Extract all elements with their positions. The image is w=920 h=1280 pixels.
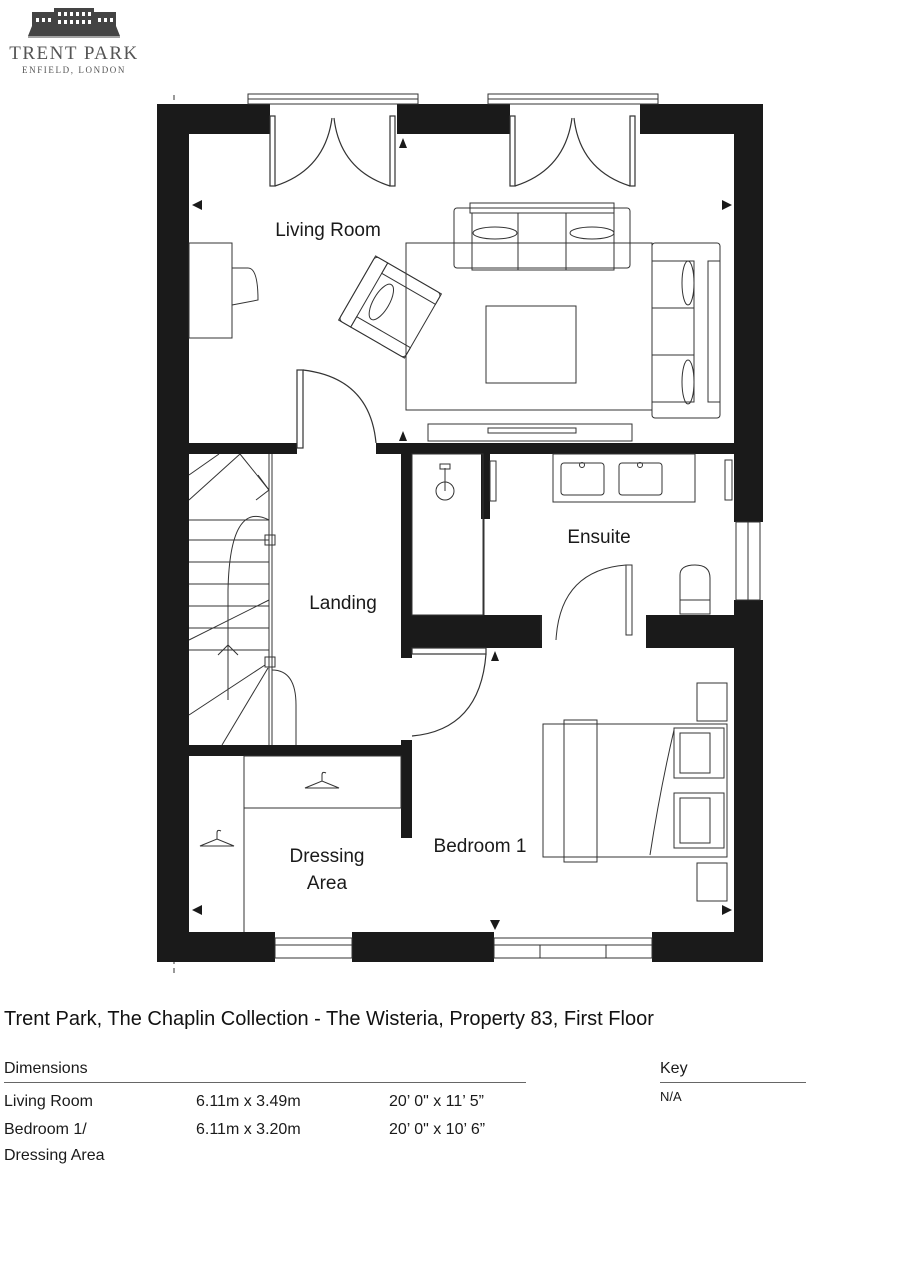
bedroom-door: [412, 648, 486, 736]
marker-arrow: [399, 138, 407, 148]
dressing-wardrobes: [200, 756, 401, 932]
landing-label: Landing: [309, 593, 377, 614]
key-panel: [660, 1060, 806, 1104]
dressing-area-label-line2: Area: [306, 873, 348, 894]
top-windows: [248, 94, 658, 104]
dimension-imperial: 20’ 0" x 10’ 6”: [389, 1121, 486, 1138]
ensuite-label: Ensuite: [567, 527, 631, 548]
living-door: [297, 370, 376, 448]
brand-name: TRENT PARK: [9, 43, 139, 64]
bedroom-label: Bedroom 1: [433, 836, 527, 857]
dimensions-table: [4, 1060, 526, 1171]
dimension-row: [4, 1113, 526, 1143]
living-room-label: Living Room: [275, 220, 381, 241]
staircase: [189, 454, 296, 745]
outer-walls: [157, 104, 763, 962]
key-value: N/A: [660, 1089, 682, 1104]
brand-location: ENFIELD, LONDON: [22, 65, 126, 75]
dimension-room: Living Room: [4, 1093, 93, 1110]
dimension-arrows: [192, 200, 732, 930]
key-heading: Key: [660, 1060, 806, 1083]
bedroom-furniture: [543, 683, 727, 901]
dimension-room: Bedroom 1/: [4, 1121, 87, 1138]
dimension-row: [4, 1083, 526, 1113]
dimension-imperial: 20’ 0" x 11’ 5”: [389, 1093, 484, 1110]
right-window: [736, 522, 760, 600]
dimension-metric: 6.11m x 3.20m: [196, 1121, 301, 1138]
dimension-metric: 6.11m x 3.49m: [196, 1093, 301, 1110]
dimensions-heading: Dimensions: [4, 1060, 526, 1083]
plan-caption: Trent Park, The Chaplin Collection - The Wisteria, Property 83, First Floor: [4, 1008, 654, 1030]
living-furniture: [189, 203, 720, 441]
dimension-room-continued: Dressing Area: [4, 1147, 105, 1164]
dressing-area-label-line1: Dressing: [289, 846, 365, 867]
